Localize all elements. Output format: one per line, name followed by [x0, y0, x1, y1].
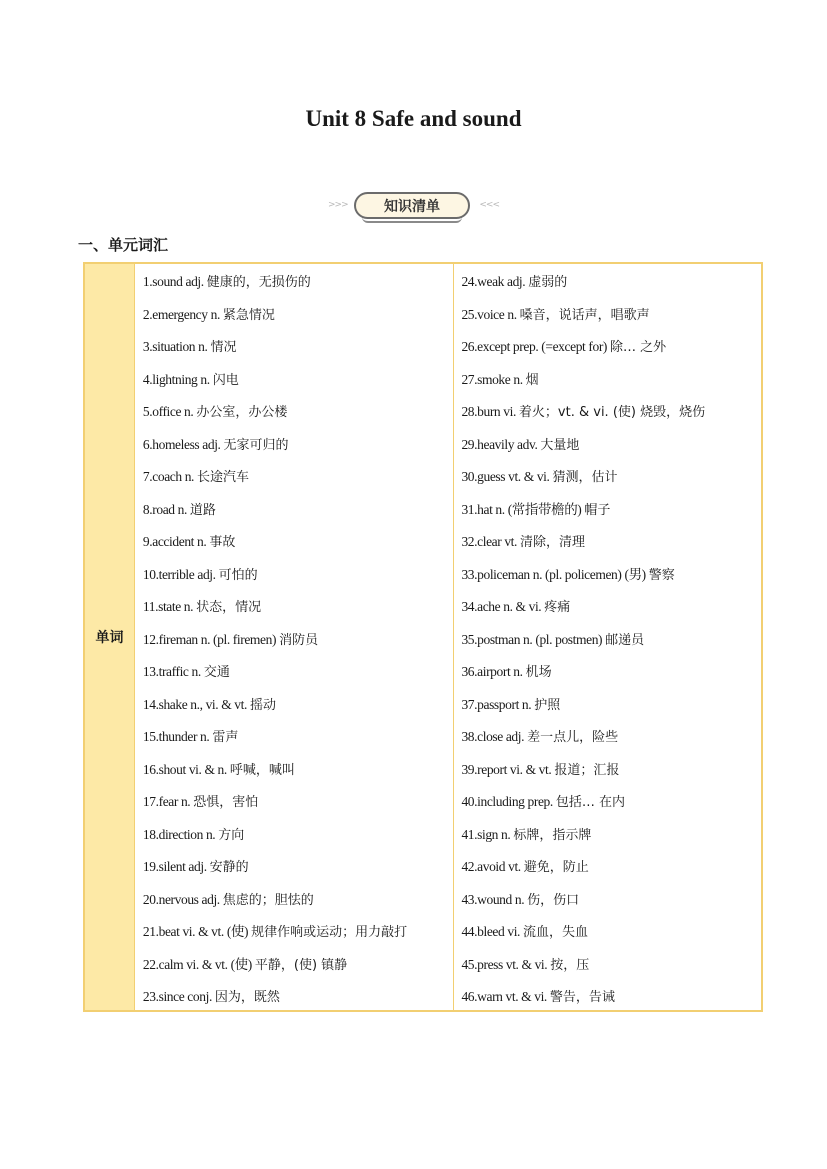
vocab-meaning: 无家可归的 [223, 437, 289, 453]
vocab-entry [143, 951, 454, 984]
vocab-word: 27.smoke n. [461, 371, 523, 387]
vocab-word: 14.shake n., vi. & vt. [142, 696, 247, 712]
vocab-meaning: 消防员 [279, 632, 319, 648]
vocab-entry [143, 821, 454, 854]
vocab-meaning: 事故 [209, 535, 236, 550]
vocab-word: 16.shout vi. & n. [142, 761, 227, 777]
vocab-entry [461, 756, 761, 789]
vocab-entry [143, 431, 454, 464]
vocab-word: 3.situation n. [142, 339, 208, 354]
vocab-word: 28.burn vi. [461, 404, 516, 419]
vocab-meaning: 除… 之外 [610, 340, 667, 355]
vocab-meaning: 情况 [210, 340, 237, 355]
vocab-word: 15.thunder n. [142, 729, 210, 744]
vocab-meaning: 呼喊，喊叫 [229, 762, 295, 778]
vocab-meaning: 差一点儿，险些 [527, 730, 619, 745]
vocab-entry [143, 691, 454, 724]
vocab-word: 13.traffic n. [142, 664, 201, 679]
vocab-entry [461, 593, 761, 626]
vocab-entry [143, 561, 454, 594]
right-arrows-icon: <<< [479, 200, 499, 210]
vocab-entry [461, 951, 761, 984]
vocab-word: 45.press vt. & vi. [461, 956, 548, 972]
vocab-entry [461, 463, 761, 496]
vocab-entry [461, 528, 761, 561]
vocab-word: 22.calm vi. & vt. (使) [142, 956, 252, 972]
vocab-entry [143, 918, 454, 951]
page-title: Unit 8 Safe and sound [305, 106, 522, 131]
vocab-word: 37.passport n. [461, 696, 532, 712]
vocab-word: 24.weak adj. [461, 274, 526, 289]
vocab-word: 33.policeman n. (pl. policemen) (男) [461, 566, 646, 582]
vocab-word: 43.wound n. [461, 891, 525, 907]
vocab-entry [461, 691, 761, 724]
vocab-meaning: 标牌，指示牌 [513, 827, 592, 843]
vocab-entry [461, 886, 761, 919]
vocab-word: 4.lightning n. [142, 371, 210, 387]
vocab-meaning: 嗓音，说话声，唱歌声 [519, 307, 650, 323]
vocab-word: 38.close adj. [461, 729, 525, 744]
vocab-word: 17.fear n. [142, 794, 191, 809]
vocab-meaning: 焦虑的；胆怯的 [222, 892, 314, 908]
vocab-meaning: 机场 [525, 665, 552, 680]
vocab-word: 10.terrible adj. [142, 566, 216, 582]
vocab-meaning: 邮递员 [605, 632, 645, 648]
vocab-entry [461, 918, 761, 951]
vocab-word: 42.avoid vt. [461, 859, 521, 874]
vocab-word: 25.voice n. [461, 306, 517, 322]
vocab-meaning: 摇动 [249, 697, 276, 713]
vocab-word: 40.including prep. [461, 794, 553, 809]
vocab-word: 11.state n. [142, 599, 194, 614]
vocab-entry [143, 496, 454, 529]
vocab-entry [461, 561, 761, 594]
vocab-word: 44.bleed vi. [461, 924, 521, 939]
vocab-meaning: 流血，失血 [523, 925, 589, 940]
vocab-word: 39.report vi. & vt. [461, 761, 552, 777]
vocab-word: 35.postman n. (pl. postmen) [461, 631, 603, 647]
vocab-word: 36.airport n. [461, 664, 523, 679]
vocab-meaning: 因为，既然 [214, 990, 280, 1005]
vocab-meaning: 猜测，估计 [552, 470, 618, 485]
vocab-entry [143, 398, 454, 431]
vocab-entry [143, 886, 454, 919]
vocab-word: 19.silent adj. [142, 859, 207, 874]
vocab-entry [461, 301, 761, 334]
vocab-meaning: 警察 [648, 567, 675, 583]
vocab-meaning: 状态，情况 [196, 600, 262, 615]
vocab-meaning: 健康的，无损伤的 [206, 275, 311, 290]
vocab-entry [461, 398, 761, 431]
vocab-meaning: 虚弱的 [528, 275, 568, 290]
vocab-meaning: 避免，防止 [523, 860, 589, 875]
vocab-word: 5.office n. [142, 404, 194, 419]
vocab-entry [461, 626, 761, 659]
vocab-word: 23.since conj. [142, 989, 212, 1004]
vocab-meaning: 烟 [525, 372, 539, 388]
vocab-meaning: 道路 [189, 502, 216, 518]
vocab-meaning: 安静的 [209, 860, 249, 875]
vocab-meaning: 紧急情况 [222, 307, 275, 323]
vocab-entry [461, 496, 761, 529]
vocab-meaning: 平静，(使) 镇静 [254, 957, 348, 973]
vocab-entry [143, 723, 454, 756]
vocab-meaning: 大量地 [540, 437, 580, 453]
vocab-word: 21.beat vi. & vt. (使) [142, 924, 249, 939]
vocab-entry [461, 983, 761, 1016]
left-word-column [135, 264, 455, 1010]
vocab-meaning: 按，压 [550, 957, 590, 973]
vocab-entry [143, 658, 454, 691]
vocab-entry [461, 431, 761, 464]
vocab-entry [143, 528, 454, 561]
vocab-meaning: 闪电 [212, 372, 239, 388]
vocab-meaning: 帽子 [584, 502, 611, 518]
vocab-meaning: 疼痛 [544, 600, 571, 615]
vocab-meaning: 可怕的 [218, 567, 258, 583]
vocabulary-table [83, 262, 763, 1012]
vocab-entry [143, 301, 454, 334]
section-heading: 一、单元词汇 [78, 236, 169, 254]
vocab-entry [143, 788, 454, 821]
vocab-meaning: 长途汽车 [197, 470, 250, 485]
vocab-entry [461, 821, 761, 854]
vocab-entry [461, 853, 761, 886]
vocab-entry [461, 268, 761, 301]
banner-label: 知识清单 [354, 192, 470, 219]
vocab-entry [461, 723, 761, 756]
vocab-meaning: 警告，告诫 [549, 990, 615, 1005]
vocab-word: 29.heavily adv. [461, 436, 538, 452]
vocab-meaning: 清除，清理 [520, 535, 586, 550]
vocab-entry [143, 756, 454, 789]
vocab-meaning: 交通 [203, 665, 230, 680]
vocab-meaning: 包括… 在内 [555, 795, 625, 810]
vocab-word: 12.fireman n. (pl. firemen) [142, 631, 277, 647]
vocab-entry [143, 463, 454, 496]
left-arrows-icon: >>> [328, 200, 348, 210]
right-word-column [454, 264, 761, 1010]
vocab-entry [143, 268, 454, 301]
vocab-word: 9.accident n. [142, 534, 207, 549]
vocab-word: 8.road n. [142, 501, 187, 517]
vocab-word: 46.warn vt. & vi. [461, 989, 547, 1004]
vocab-word: 32.clear vt. [461, 534, 518, 549]
section-banner [326, 191, 501, 223]
vocab-entry [461, 788, 761, 821]
vocab-entry [461, 366, 761, 399]
vocab-entry [461, 658, 761, 691]
vocab-meaning: 方向 [218, 827, 245, 843]
vocab-word: 1.sound adj. [142, 274, 204, 289]
vocab-word: 20.nervous adj. [142, 891, 220, 907]
vocab-meaning: 报道；汇报 [554, 762, 620, 778]
vocab-meaning: 办公室，办公楼 [196, 405, 288, 420]
vocab-word: 41.sign n. [461, 826, 511, 842]
vocab-entry [143, 593, 454, 626]
vocab-word: 18.direction n. [142, 826, 216, 842]
vocab-meaning: 着火；vt. & vi. (使) 烧毁，烧伤 [518, 405, 706, 420]
vocab-word: 34.ache n. & vi. [461, 599, 542, 614]
vocab-word: 30.guess vt. & vi. [461, 469, 550, 484]
vocab-word: 7.coach n. [142, 469, 195, 484]
vocab-entry [143, 853, 454, 886]
vocab-meaning: 雷声 [212, 730, 239, 745]
vocab-entry [461, 333, 761, 366]
category-cell: 单词 [85, 264, 135, 1010]
vocab-word: 31.hat n. (常指带檐的) [461, 501, 582, 517]
vocab-word: 2.emergency n. [142, 306, 220, 322]
vocab-meaning: 恐惧，害怕 [193, 795, 259, 810]
vocab-entry [143, 626, 454, 659]
vocab-meaning: 护照 [534, 697, 561, 713]
vocab-meaning: 伤，伤口 [527, 892, 580, 908]
vocab-word: 26.except prep. (=except for) [461, 339, 608, 354]
vocab-entry [143, 366, 454, 399]
vocab-word: 6.homeless adj. [142, 436, 221, 452]
vocab-entry [143, 333, 454, 366]
vocab-meaning: 规律作响或运动；用力敲打 [251, 925, 408, 940]
vocab-entry [143, 983, 454, 1016]
